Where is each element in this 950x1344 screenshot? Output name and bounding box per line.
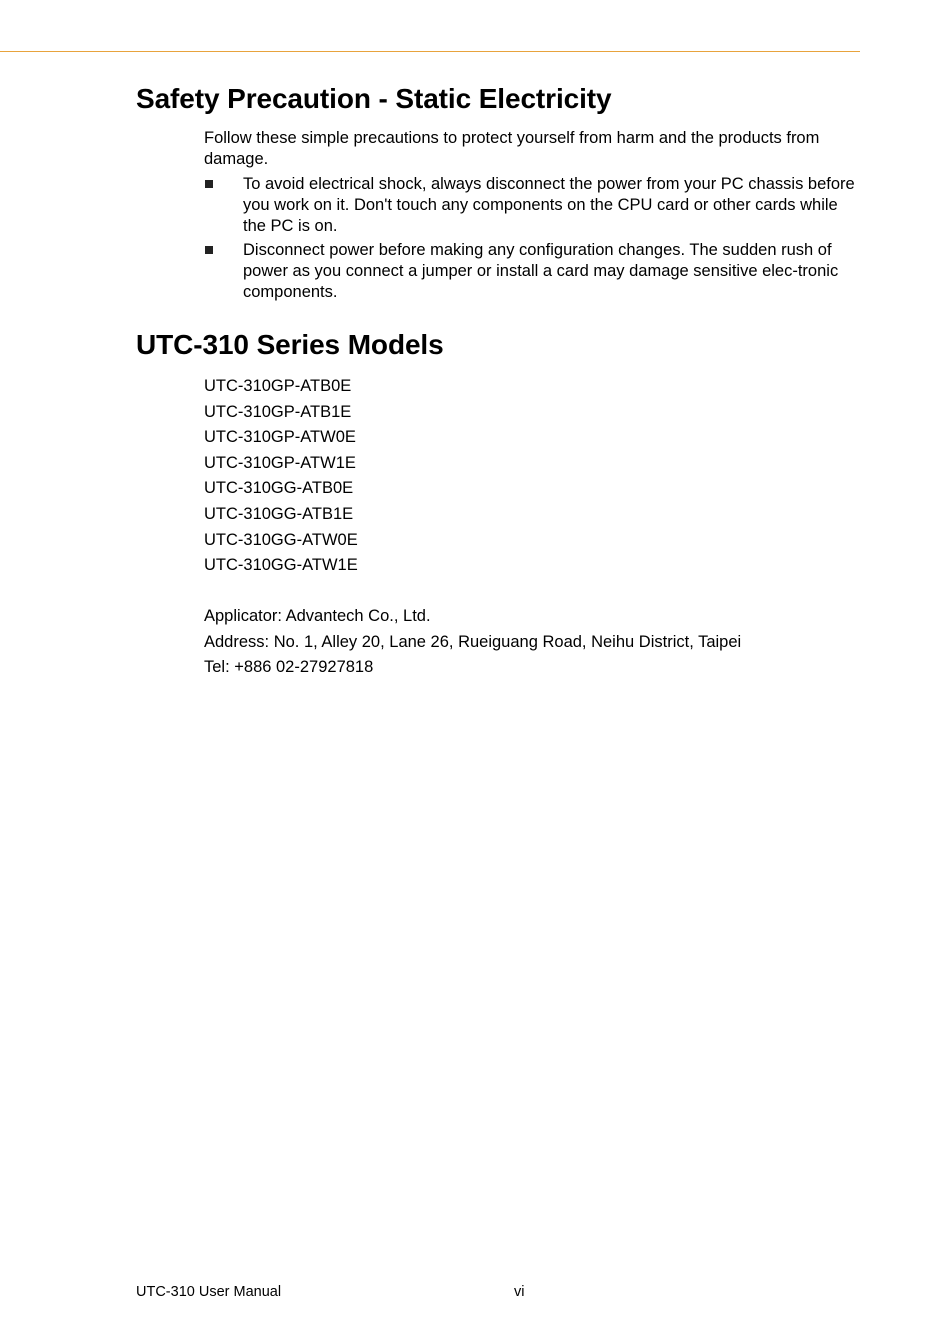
safety-bullet-list (204, 174, 864, 306)
list-item: UTC-310GP-ATW1E (204, 453, 356, 472)
list-item: UTC-310GP-ATB1E (204, 402, 352, 421)
model-list (204, 374, 358, 579)
list-item: UTC-310GG-ATB1E (204, 504, 354, 523)
bullet-text: Disconnect power before making any configuration changes. The sudden rush of power as you connect a jumper or install a card may damage sensitive elec-tronic components. (243, 241, 839, 301)
contact-block (204, 604, 741, 681)
footer-page-number: vi (514, 1284, 525, 1300)
applicator-line: Applicator: Advantech Co., Ltd. (204, 607, 431, 625)
list-item: UTC-310GP-ATW0E (204, 428, 356, 447)
list-item: UTC-310GP-ATB0E (204, 377, 352, 395)
square-bullet-icon (205, 246, 213, 254)
footer-manual-title: UTC-310 User Manual (136, 1284, 282, 1300)
address-line: Address: No. 1, Alley 20, Lane 26, Rueiguang Road, Neihu District, Taipei (204, 632, 742, 651)
section-title-safety: Safety Precaution - Static Electricity (136, 83, 612, 114)
square-bullet-icon (205, 180, 213, 188)
bullet-text: To avoid electrical shock, always disconnect the power from your PC chassis before you work on it. Don't touch any components on the CPU card or other cards while the PC is on. (243, 175, 855, 235)
list-item: UTC-310GG-ATB0E (204, 479, 354, 498)
section-title-models: UTC-310 Series Models (136, 329, 444, 360)
header-rule (0, 51, 860, 52)
list-item (204, 240, 864, 303)
tel-line: Tel: +886 02-27927818 (204, 658, 374, 677)
safety-intro-paragraph: Follow these simple precautions to protect yourself from harm and the products from damage. (204, 129, 820, 168)
list-item: UTC-310GG-ATW0E (204, 530, 358, 549)
list-item (204, 174, 864, 237)
list-item: UTC-310GG-ATW1E (204, 556, 358, 575)
